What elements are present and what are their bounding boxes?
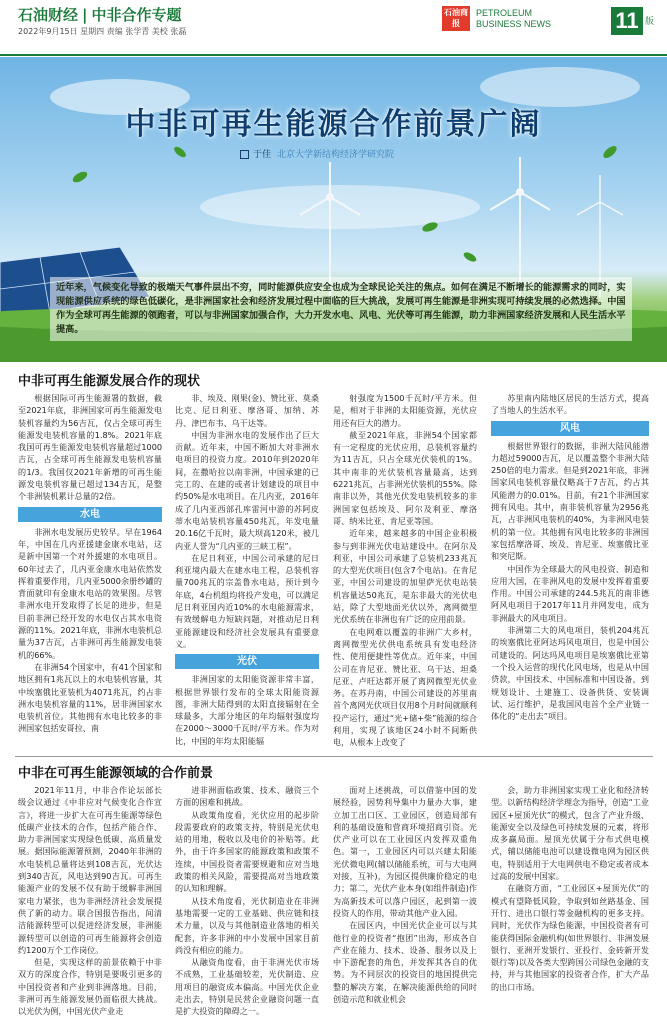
section1-column-2: 非、埃及、刚果(金)、赞比亚、莫桑比克、尼日利亚、摩洛哥、加纳、苏丹、津巴布韦、乌干达等。 中国为非洲水电的发展作出了巨大贡献。近年来，中国不断加大对非洲水电项目的投资力度。2010年到2020年间，在撒哈拉以南非洲，中国承建的已完工的、在建的或者计划建设的项目中约50%是水电项目。在几内亚，2016年成了几内亚西部孔库雷河中游的苏阿皮蒂水电站装机容量450兆瓦，年发电量20.16亿千瓦时，最大坝高120米，被几内亚人誉为“几内亚的三峡工程”。 在尼日利亚，中国公司承建的尼日利亚境内最大在建水电工程，总装机容量700兆瓦的宗盖鲁水电站，预计到今年底，4台机组均将投产发电，可以满足尼日利亚国内近10%的水电能源需求，有效缓解电力短缺问题，对推动尼日利亚能源建设和经济社会发展具有重要意义。 光伏 非洲国家的太阳能资源非常丰富，根据世界银行发布的全球太阳能资源图，非洲大陆得到的太阳直接辐射在全球最多，大部分地区的年均辐射强度均在2000～3000千瓦时/平方米。作为对比，中国的年均太阳能辐 [175,393,319,746]
section-heading-prospects: 中非在可再生能源领域的合作前景 [18,766,214,781]
subheading-wind: 风电 [491,421,649,436]
subheading-solar: 光伏 [175,654,319,669]
masthead [0,0,667,56]
author-name: 于佳 [253,150,272,160]
section1-column-4: 苏里南内陆地区居民的生活方式，提高了当地人的生活水平。 风电 根据世界银行的数据，非洲大陆风能潜力超过59000吉瓦，足以覆盖整个非洲大陆250倍的电力需求。但是到2021年底，非洲国家风电装机容量仅略高于7吉瓦，约占其风能潜力的0.01%。目前，有21个非洲国家拥有风电。其中，南非装机容量为2956兆瓦，占非洲风电装机的40%，为非洲风电装机的第一位。其他拥有风电比较多的非洲国家包括摩洛哥、埃及、肯尼亚、埃塞俄比亚和突尼斯。 中国作为全球最大的风电投资、制造和应用大国，在非洲风电的发展中发挥着重要作用。中国公司承建的244.5兆瓦的南非德阿风电项目于2017年11月并网发电，成为非洲最大的风电项目。 非洲第二大的风电项目，装机204兆瓦的埃塞俄比亚阿达玛风电项目，也是中国公司建设的。阿达玛风电项目是埃塞俄比亚第一个投入运营的现代化风电场，也是从中国贷款，中国技术、中国标准和中国设备，到规划设计、土建施工、设备供货、安装调试、运行维护，是我国风电首个全产业链一体化的“走出去”项目。 [491,393,649,722]
article-title: 中非可再生能源合作前景广阔 [125,107,542,142]
newspaper-logo: 石油商报 [442,6,470,31]
hero-banner [0,57,667,362]
newspaper-logo-english: PETROLEUM BUSINESS NEWS [476,8,552,29]
section-title: 石油财经 | 中非合作专题 [18,6,182,24]
section2-column-1: 2021年11月，中非合作论坛部长级会议通过《中非应对气候变化合作宣言》，将进一步扩大在可再生能源等绿色低碳产业技术的合作，包括产能合作、助力非洲国家实现绿色低碳、高质量发展。据国际能源署预测，2040年非洲的水电装机总量将达到108吉瓦，光伏达到340吉瓦，风电达到90吉瓦。可再生能源产业的发展不仅有助于缓解非洲国家电力紧张，也为非洲经济社会发展提供了新的动力。联合国报告指出，间清洁能源转型可以促进经济发展，非洲能源转型可以创造的可再生能源将会创造约1200万个工作岗位。 但是，实现这样的前景依赖于中非双方的深度合作，特别是要吸引更多的中国投资者和产业到非洲落地。目前，非洲可再生能源发展仍面临很大挑战。以光伏为例，中国光伏产业走 [18,785,162,1017]
section1-column-1: 根据国际可再生能源署的数据，截至2021年底，非洲国家可再生能源发电装机容量约为56吉瓦，仅占全球可再生能源发电装机容量的1.8%。2021年底我国可再生能源发电装机容量超过1000吉瓦，占全球可再生能源发电装机容量的1/3。我国仅2021年新增的可再生能源发电装机容量已超过134吉瓦，是整个非洲装机累计总量的2倍。 水电 非洲水电发展历史较早。早在1964年，中国在几内亚援建金康水电站，这是新中国第一个对外援建的水电项目。60年过去了，几内亚金康水电站依然发挥着重要作用，几内亚5000余册纱罐的背面就印有金康水电站的效果图。尽管非洲水电开发取得了长足的进步，但是目前非洲已经开发的水电仅占其水电资源的11%。2021年底，非洲水电装机总量为37吉瓦，占非洲可再生能源发电装机的66%。 在非洲54个国家中，有41个国家和地区拥有1兆瓦以上的水电装机容量，其中埃塞俄比亚装机为4071兆瓦，约占非洲水电装机容量的11%，居非洲国家水电装机首位。其他拥有水电比较多的非洲国家包括安哥拉、南 [18,393,162,734]
date-line: 2022年9月15日 星期四 责编 张学青 美校 张磊 [18,27,187,36]
section-divider [15,756,653,757]
article-abstract: 近年来，气候变化导致的极端天气事件层出不穷，同时能源供应安全也成为全球民论关注的焦点。如何在满足不断增长的能源需求的同时，实现能源供应系统的绿色低碳化，是非洲国家社会和经济发展过程中面临的巨大挑战，发展可再生能源是非洲实现可持续发展的必然选择。中国作为全球可再生能源的领跑者，可以与非洲国家加强合作，大力开发水电、风电、光伏等可再生能源，助力非洲国家经济发展和人民生活水平提高。 [50,277,632,341]
section-name: 石油财经 [18,6,79,24]
topic-name: 中非合作专题 [91,6,182,24]
section-heading-status: 中非可再生能源发展合作的现状 [18,374,201,389]
section2-column-3: 面对上述挑战，可以借鉴中国的发展经验，因势利导集中力量办大事，建立加工出口区、工业园区，创造局部有利的基础设施和营商环境招商引资。光伏产业可以在工业园区内发挥双重角色。第一，工业园区内可以兴建太阳能光伏微电网(辅以储能系统，可与大电网对接，互补)，为园区提供廉价稳定的电力；第二，光伏产业本身(如组件制造)作为高新技术可以落户园区，起到第一波投资人的作用，带动其他产业入园。 在园区内，中国光伏企业可以与其他行业的投资者“抱团”出海，形成各自产业在能力、技术、设备、服务以及上中下游配套的角色，并发挥其各自的优势。为不同层次的投资目的地国提供完整的解决方案，在解决能源供给的同时创造示范和就业机会 [333,785,477,1005]
section1-column-3: 射强度为1500千瓦时/平方米。但是，相对于非洲的太阳能资源，光伏应用还有巨大的潜力。 截至2021年底，非洲54个国家都有一定程度的光伏应用，总装机容量约为11吉瓦，只占全球光伏装机的1%。其中南非的光伏装机容量最高，达到6221兆瓦，占非洲光伏装机的55%。除南非以外，其他光伏发电装机较多的非洲国家包括埃及、阿尔及利亚、摩洛哥、纳米比亚、肯尼亚等国。 近年来，越来越多的中国企业积极参与到非洲光伏电站建设中。在阿尔及利亚，中国公司承建了总装机233兆瓦的大型光伏项目(包含7个电站)。在肯尼亚，中国公司建设的加里萨光伏电站装机容量达50兆瓦，是东非最大的光伏电站，除了大型地面光伏以外，离网微型光伏系统在非洲也有广泛的应用前景。 在电网难以覆盖的非洲广大乡村，离网微型光伏供电系统具有发电经济性、使用便捷性等优点。近年来，中国公司在肯尼亚、赞比亚、乌干达、坦桑尼亚、卢旺达都开展了离网微型光伏业务。在苏丹南，中国公司建设的苏里南首个离网光伏项目仅用8个月时间就顺利投产运行，通过“光+储+柴”能源的综合利用，实现了该地区24小时不间断供电，从根本上改变了 [333,393,477,748]
page-number: 11 [611,7,643,35]
page-label: 版 [645,17,655,27]
byline [240,147,394,160]
section2-column-4: 会，助力非洲国家实现工业化和经济转型。以新结构经济学理念为指导，创造“工业园区+屋顶光伏”的模式，包含了产业升级、能源安全以及绿色可持续发展的元素，将形成多赢局面。屋顶光伏属于分布式供电模式，辅以储能电池可以建设微电网为园区供电，特别适用于大电网供电不稳定或者成本过高的发展中国家。 在融资方面，“工业园区+屋顶光伏”的模式有望降低风险，争取到如丝路基金、国开行、进出口银行等金融机构的更多支持。同时，光伏作为绿色能源，中国投资者有可能获得国际金融机构(如世界银行、非洲发展银行、亚洲开发银行、亚投行、金砖新开发银行等)以及各类大型跨国公司绿色金融的支持，并与其他国家的投资者合作，扩大产品的出口市场。 [491,785,649,992]
subheading-hydro: 水电 [18,507,162,522]
section2-column-2: 进非洲面临政策、技术、融资三个方面的困难和挑战。 从政策角度看，光伏应用的起步阶段需要政府的政策支持，特别是光伏电站的用地，税收以及电价的补贴等。此外，由于许多国家的能源政策和政策不连续，中国投资者需要规避和应对当地政策的相关风险，需要提高对当地政策的认知和理解。 从技术角度看，光伏制造业在非洲基地需要一定的工业基础、供应链和技术力量，以及与其他制造业落地的相关配套，许多非洲的中小发展中国家目前尚没有相应的能力。 从融资角度看，由于非洲光伏市场不成熟，工业基础较差，光伏制造、应用项目的融资成本偏高。中国光伏企业走出去，特别是民营企业融资问题一直是扩大投资的障碍之一。 [175,785,319,1017]
author-affiliation: 北京大学新结构经济学研究院 [277,150,395,160]
byline-mark-icon [240,150,249,159]
